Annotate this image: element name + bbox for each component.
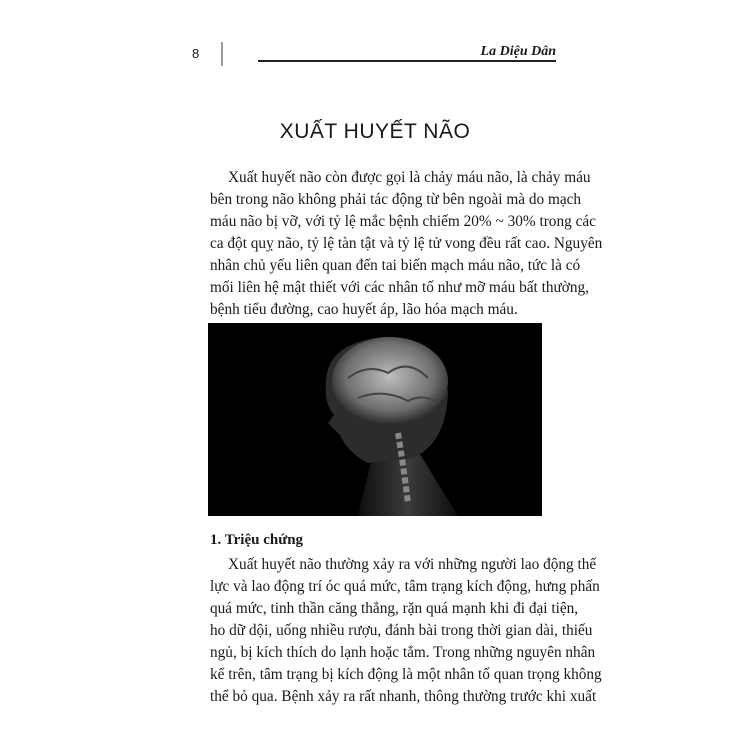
author-name: La Diệu Dân (480, 44, 556, 59)
text-line: nhân chủ yếu liên quan đến tai biến mạch máu não, tức là có (210, 257, 581, 274)
text-line: ho dữ dội, uống nhiều rượu, đánh bài trong thời gian dài, thiếu (210, 622, 593, 639)
text-line: bên trong não không phải tác động từ bên ngoài mà do mạch (210, 191, 582, 208)
text-line: lực và lao động trí óc quá mức, tâm trạng kích động, hưng phấn (210, 578, 600, 595)
text-line: kể trên, tâm trạng bị kích động là một nhân tố quan trọng không (210, 666, 602, 683)
text-line: ca đột quỵ não, tỷ lệ tàn tật và tỷ lệ tử vong đều rất cao. Nguyên (210, 235, 603, 252)
text-line: bệnh tiểu đường, cao huyết áp, lão hóa mạch máu. (210, 301, 518, 318)
page-number: 8 (192, 46, 200, 61)
header-divider-vertical (221, 42, 223, 66)
section-heading: 1. Triệu chứng (210, 532, 304, 548)
header-rule (258, 60, 556, 62)
text-line: quá mức, tinh thần căng thẳng, rặn quá mạnh khi đi đại tiện, (210, 600, 579, 617)
brain-xray-illustration (208, 323, 542, 516)
text-line: Xuất huyết não còn được gọi là chảy máu não, là chảy máu (228, 169, 591, 186)
text-line: Xuất huyết não thường xảy ra với những người lao động thể (228, 556, 597, 573)
text-line: máu não bị vỡ, với tỷ lệ mắc bệnh chiếm 20% ~ 30% trong các (210, 213, 596, 230)
text-line: mối liên hệ mật thiết với các nhân tố như mỡ máu bất thường, (210, 279, 590, 296)
text-line: ngủ, bị kích thích do lạnh hoặc tắm. Trong những nguyên nhân (210, 644, 596, 661)
text-line: thể bỏ qua. Bệnh xảy ra rất nhanh, thông thường trước khi xuất (210, 688, 597, 705)
chapter-title: XUẤT HUYẾT NÃO (279, 120, 471, 143)
